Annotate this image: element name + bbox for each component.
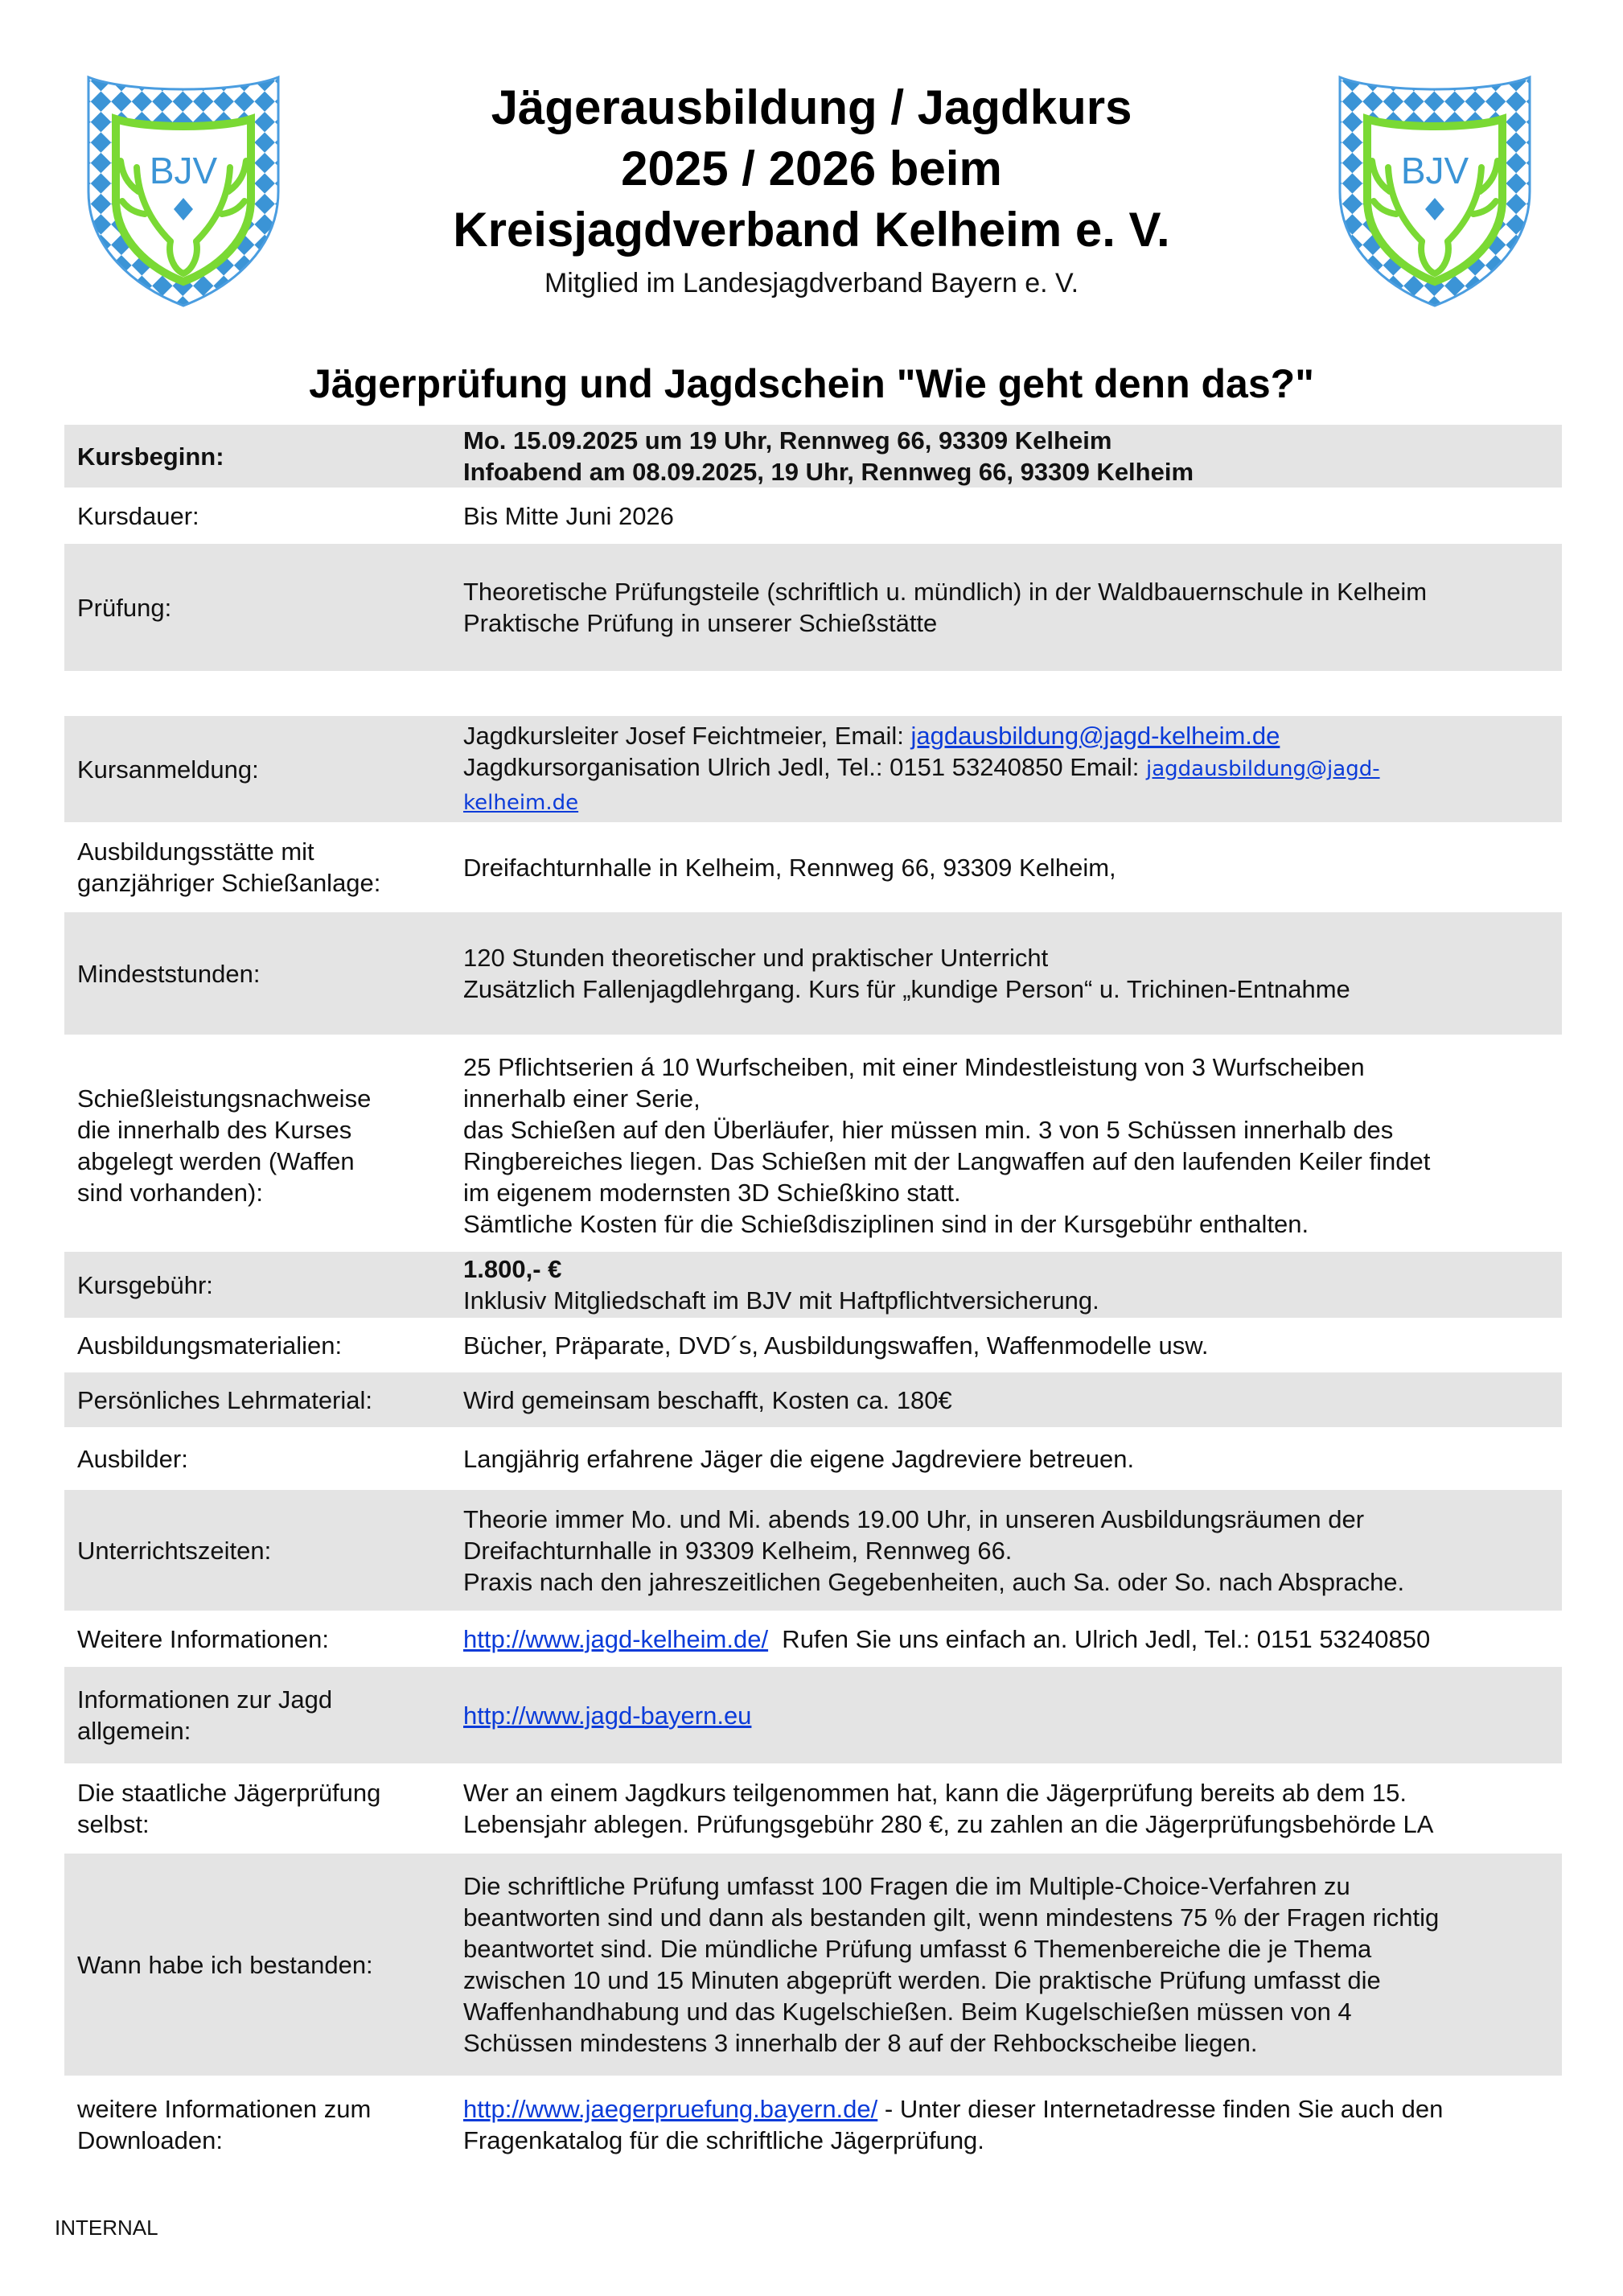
value-line: Bücher, Präparate, DVD´s, Ausbildungswaffen, Waffenmodelle usw. bbox=[463, 1331, 1209, 1360]
row-value bbox=[463, 1427, 1554, 1490]
email-link[interactable]: jagdausbildung@jagd- bbox=[1146, 756, 1380, 781]
row-value bbox=[463, 1490, 1554, 1611]
value-line: 120 Stunden theoretischer und praktischer Unterricht bbox=[463, 944, 1049, 972]
row-value bbox=[463, 1667, 1554, 1763]
value-line: Inklusiv Mitgliedschaft im BJV mit Haftpflichtversicherung. bbox=[463, 1286, 1099, 1315]
row-label: Kursgebühr: bbox=[77, 1270, 213, 1299]
value-line: Mo. 15.09.2025 um 19 Uhr, Rennweg 66, 93309 Kelheim bbox=[463, 426, 1112, 455]
label-line: sind vorhanden): bbox=[77, 1179, 263, 1207]
row-unterrichtszeiten bbox=[64, 1490, 1562, 1611]
row-value bbox=[463, 1044, 1554, 1247]
value-line: Dreifachturnhalle in Kelheim, Rennweg 66, 93309 Kelheim, bbox=[463, 853, 1116, 882]
website-link[interactable]: http://www.jagd-kelheim.de/ bbox=[463, 1624, 769, 1653]
row-value bbox=[463, 716, 1554, 822]
row-value bbox=[463, 1854, 1554, 2076]
row-value bbox=[463, 1372, 1554, 1427]
label-line: Schießleistungsnachweise bbox=[77, 1084, 372, 1113]
value-line: Waffenhandhabung und das Kugelschießen. Beim Kugelschießen müssen von 4 bbox=[463, 1998, 1352, 2026]
row-kursdauer bbox=[64, 488, 1562, 544]
bjv-logo-right bbox=[1332, 71, 1538, 312]
value-line: Sämtliche Kosten für die Schießdisziplinen sind in der Kursgebühr enthalten. bbox=[463, 1210, 1309, 1238]
value-line: das Schießen auf den Überläufer, hier müssen min. 3 von 5 Schüssen innerhalb des bbox=[463, 1116, 1394, 1144]
row-label: Kursanmeldung: bbox=[77, 755, 259, 784]
value-line: Praktische Prüfung in unserer Schießstätte bbox=[463, 609, 938, 637]
value-line: Wer an einem Jagdkurs teilgenommen hat, kann die Jägerprüfung bereits ab dem 15. bbox=[463, 1779, 1407, 1807]
row-bestanden bbox=[64, 1854, 1562, 2076]
title-line-3: Kreisjagdverband Kelheim e. V. bbox=[453, 203, 1170, 257]
row-label bbox=[77, 1667, 431, 1763]
row-schiessleistung bbox=[64, 1044, 1562, 1247]
row-label: Prüfung: bbox=[77, 593, 172, 622]
logo-text: BJV bbox=[149, 150, 218, 191]
subtitle: Mitglied im Landesjagdverband Bayern e. V. bbox=[544, 268, 1079, 298]
row-kursgebuehr bbox=[64, 1252, 1562, 1318]
row-value bbox=[463, 1252, 1554, 1318]
label-line: ganzjähriger Schießanlage: bbox=[77, 869, 381, 897]
value-line: Dreifachturnhalle in 93309 Kelheim, Rennweg 66. bbox=[463, 1536, 1013, 1565]
value-line bbox=[463, 751, 1554, 785]
value-line: Wird gemeinsam beschafft, Kosten ca. 180€ bbox=[463, 1385, 952, 1414]
row-label: Ausbilder: bbox=[77, 1444, 188, 1473]
label-line: Die staatliche Jägerprüfung bbox=[77, 1779, 381, 1807]
value-line: zwischen 10 und 15 Minuten abgeprüft werden. Die praktische Prüfung umfasst die bbox=[463, 1966, 1381, 1994]
row-value bbox=[463, 425, 1554, 488]
row-value bbox=[463, 544, 1554, 671]
row-ausbildungsmaterialien bbox=[64, 1318, 1562, 1372]
row-label bbox=[77, 822, 431, 912]
text: Jagdkursleiter Josef Feichtmeier, Email: bbox=[463, 721, 911, 750]
label-line: weitere Informationen zum bbox=[77, 2095, 372, 2123]
footer-classification: INTERNAL bbox=[55, 2216, 158, 2240]
row-value bbox=[463, 1318, 1554, 1372]
value-line: Praxis nach den jahreszeitlichen Gegebenheiten, auch Sa. oder So. nach Absprache. bbox=[463, 1567, 1405, 1596]
row-value bbox=[463, 488, 1554, 544]
value-line: Die schriftliche Prüfung umfasst 100 Fragen die im Multiple-Choice-Verfahren zu bbox=[463, 1872, 1350, 1900]
row-lehrmaterial bbox=[64, 1372, 1562, 1427]
value-line: 25 Pflichtserien á 10 Wurfscheiben, mit einer Mindestleistung von 3 Wurfscheiben bbox=[463, 1053, 1365, 1081]
row-kursbeginn bbox=[64, 425, 1562, 488]
bjv-logo-left bbox=[80, 71, 286, 312]
row-value bbox=[463, 1611, 1554, 1667]
value-line: Theorie immer Mo. und Mi. abends 19.00 Uhr, in unseren Ausbildungsräumen der bbox=[463, 1504, 1365, 1533]
text: - Unter dieser Internetadresse finden Sie auch den bbox=[877, 2095, 1444, 2123]
section-heading: Jägerprüfung und Jagdschein "Wie geht denn das?" bbox=[309, 361, 1314, 406]
page-header bbox=[306, 77, 1317, 301]
row-staatliche-pruefung bbox=[64, 1763, 1562, 1854]
row-weitere-informationen bbox=[64, 1611, 1562, 1667]
value-line: Bis Mitte Juni 2026 bbox=[463, 501, 674, 530]
title-line-1: Jägerausbildung / Jagdkurs bbox=[491, 80, 1132, 134]
label-line: selbst: bbox=[77, 1810, 150, 1838]
value-line: beantworten sind und dann als bestanden gilt, wenn mindestens 75 % der Fragen richtig bbox=[463, 1903, 1440, 1932]
row-label: Kursbeginn: bbox=[77, 442, 224, 471]
row-label bbox=[77, 1763, 431, 1854]
row-label: Ausbildungsmaterialien: bbox=[77, 1331, 343, 1360]
text: Jagdkursorganisation Ulrich Jedl, Tel.: 0151 53240850 Email: bbox=[463, 752, 1146, 781]
text: Rufen Sie uns einfach an. Ulrich Jedl, Tel.: 0151 53240850 bbox=[768, 1624, 1431, 1653]
value-line: innerhalb einer Serie, bbox=[463, 1084, 701, 1113]
row-value bbox=[463, 2080, 1554, 2169]
value-line bbox=[463, 785, 1554, 819]
title-line-2: 2025 / 2026 beim bbox=[621, 142, 1002, 195]
value-line: Infoabend am 08.09.2025, 19 Uhr, Rennweg 66, 93309 Kelheim bbox=[463, 458, 1194, 486]
value-line: Langjährig erfahrene Jäger die eigene Jagdreviere betreuen. bbox=[463, 1444, 1135, 1473]
website-link[interactable]: http://www.jagd-bayern.eu bbox=[463, 1701, 752, 1730]
row-label: Persönliches Lehrmaterial: bbox=[77, 1385, 373, 1414]
value-line bbox=[463, 720, 1554, 751]
row-label: Mindeststunden: bbox=[77, 959, 261, 988]
logo-text: BJV bbox=[1400, 150, 1469, 191]
row-label: Wann habe ich bestanden: bbox=[77, 1950, 373, 1979]
email-link[interactable]: jagdausbildung@jagd-kelheim.de bbox=[910, 721, 1280, 750]
row-label: Weitere Informationen: bbox=[77, 1624, 330, 1653]
value-line: Theoretische Prüfungsteile (schriftlich u. mündlich) in der Waldbauernschule in Kelheim bbox=[463, 578, 1428, 606]
row-label bbox=[77, 1044, 431, 1247]
row-ausbildungsstaette bbox=[64, 822, 1562, 912]
label-line: abgelegt werden (Waffen bbox=[77, 1147, 355, 1175]
row-label bbox=[77, 2080, 431, 2169]
value-line: Zusätzlich Fallenjagdlehrgang. Kurs für „kundige Person“ u. Trichinen-Entnahme bbox=[463, 975, 1350, 1003]
row-mindeststunden bbox=[64, 912, 1562, 1035]
website-link[interactable]: http://www.jaegerpruefung.bayern.de/ bbox=[463, 2095, 878, 2123]
value-line: Schüssen mindestens 3 innerhalb der 8 auf der Rehbockscheibe liegen. bbox=[463, 2029, 1258, 2057]
value-line: Ringbereiches liegen. Das Schießen mit der Langwaffen auf den laufenden Keiler findet bbox=[463, 1147, 1431, 1175]
label-line: Informationen zur Jagd bbox=[77, 1685, 333, 1714]
row-value bbox=[463, 912, 1554, 1035]
row-label: Unterrichtszeiten: bbox=[77, 1536, 272, 1565]
label-line: Downloaden: bbox=[77, 2126, 223, 2154]
label-line: allgemein: bbox=[77, 1717, 191, 1745]
row-downloaden bbox=[64, 2080, 1562, 2169]
value-line bbox=[463, 1623, 1554, 1655]
value-line: im eigenem modernsten 3D Schießkino statt. bbox=[463, 1179, 961, 1207]
email-link-continued[interactable]: kelheim.de bbox=[463, 790, 579, 815]
row-value bbox=[463, 1763, 1554, 1854]
row-value bbox=[463, 822, 1554, 912]
value-line: 1.800,- € bbox=[463, 1255, 562, 1283]
row-info-jagd bbox=[64, 1667, 1562, 1763]
row-kursanmeldung bbox=[64, 716, 1562, 822]
value-line: Fragenkatalog für die schriftliche Jägerprüfung. bbox=[463, 2126, 984, 2154]
label-line: die innerhalb des Kurses bbox=[77, 1116, 352, 1144]
row-pruefung bbox=[64, 544, 1562, 671]
row-label: Kursdauer: bbox=[77, 501, 199, 530]
value-line: Lebensjahr ablegen. Prüfungsgebühr 280 €, zu zahlen an die Jägerprüfungsbehörde LA bbox=[463, 1810, 1434, 1838]
row-ausbilder bbox=[64, 1427, 1562, 1490]
value-line bbox=[463, 2093, 1554, 2125]
label-line: Ausbildungsstätte mit bbox=[77, 837, 314, 866]
value-line bbox=[463, 1700, 1554, 1731]
value-line: beantwortet sind. Die mündliche Prüfung umfasst 6 Themenbereiche die je Thema bbox=[463, 1935, 1372, 1963]
